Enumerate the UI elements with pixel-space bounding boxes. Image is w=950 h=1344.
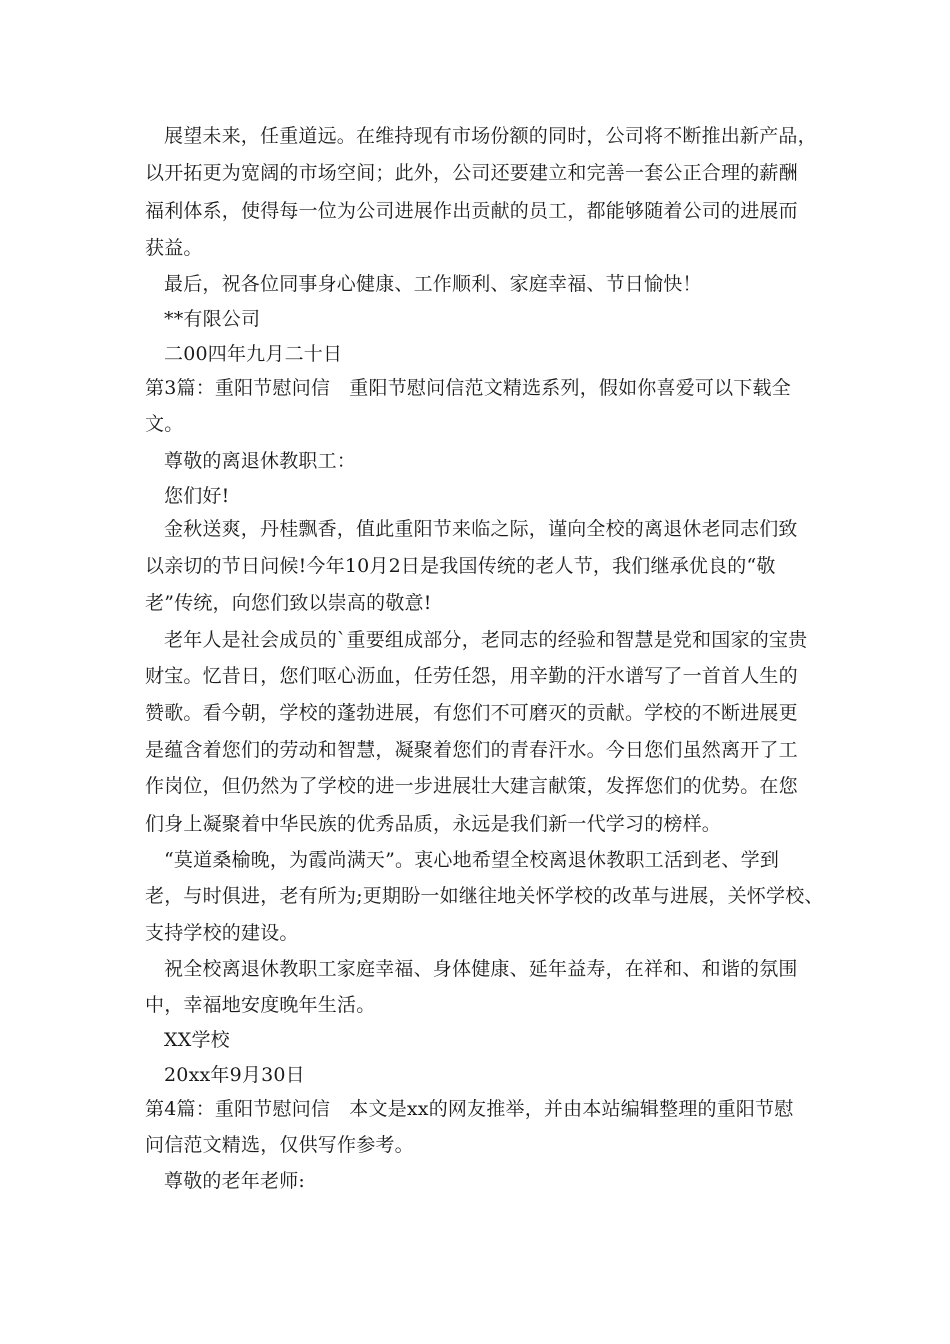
section-heading: 第4篇：重阳节慰问信 本文是xx的网友推举，并由本站编辑整理的重阳节慰 bbox=[145, 1098, 794, 1120]
greeting: 您们好! bbox=[164, 485, 230, 507]
paragraph-line: 们身上凝聚着中华民族的优秀品质，永远是我们新一代学习的榜样。 bbox=[145, 813, 722, 835]
paragraph-line: 赞歌。看今朝，学校的蓬勃进展，有您们不可磨灭的贡献。学校的不断进展更 bbox=[145, 702, 798, 724]
paragraph-line: 祝全校离退休教职工家庭幸福、身体健康、延年益寿，在祥和、和谐的氛围 bbox=[164, 958, 798, 980]
paragraph-line: 获益。 bbox=[145, 237, 203, 259]
signature-school: XX学校 bbox=[164, 1029, 230, 1051]
paragraph-line: 最后，祝各位同事身心健康、工作顺利、家庭幸福、节日愉快！ bbox=[164, 273, 702, 295]
paragraph-line: 以亲切的节日问候!今年10月2日是我国传统的老人节，我们继承优良的“敬 bbox=[145, 555, 776, 577]
paragraph-line: 老”传统，向您们致以崇高的敬意! bbox=[145, 592, 432, 614]
paragraph-line: 老年人是社会成员的`重要组成部分，老同志的经验和智慧是党和国家的宝贵 bbox=[164, 629, 808, 651]
paragraph-line: 是蕴含着您们的劳动和智慧，凝聚着您们的青春汗水。今日您们虽然离开了工 bbox=[145, 739, 798, 761]
paragraph-line: 以开拓更为宽阔的市场空间；此外，公司还要建立和完善一套公正合理的薪酬 bbox=[145, 162, 798, 184]
paragraph-line: “莫道桑榆晚，为霞尚满天”。衷心地希望全校离退休教职工活到老、学到 bbox=[164, 849, 780, 871]
paragraph-line: 福利体系，使得每一位为公司进展作出贡献的员工，都能够随着公司的进展而 bbox=[145, 200, 798, 222]
signature-date: 20xx年9月30日 bbox=[164, 1064, 305, 1086]
signature-date: 二00四年九月二十日 bbox=[164, 343, 343, 365]
salutation: 尊敬的老年老师: bbox=[164, 1170, 306, 1192]
paragraph-line: 中，幸福地安度晚年生活。 bbox=[145, 994, 376, 1016]
paragraph-line: 文。 bbox=[145, 413, 184, 435]
paragraph-line: 金秋送爽，丹桂飘香，值此重阳节来临之际，谨向全校的离退休老同志们致 bbox=[164, 518, 798, 540]
paragraph-line: 老，与时俱进，老有所为;更期盼一如继往地关怀学校的改革与进展，关怀学校、 bbox=[145, 885, 824, 907]
paragraph-line: 支持学校的建设。 bbox=[145, 922, 299, 944]
section-heading: 第3篇：重阳节慰问信 重阳节慰问信范文精选系列，假如你喜爱可以下载全 bbox=[145, 377, 791, 399]
salutation: 尊敬的离退休教职工： bbox=[164, 450, 357, 472]
paragraph-line: 展望未来，任重道远。在维持现有市场份额的同时，公司将不断推出新产品， bbox=[164, 125, 817, 147]
paragraph-line: 问信范文精选，仅供写作参考。 bbox=[145, 1134, 414, 1156]
signature-company: **有限公司 bbox=[164, 308, 261, 330]
paragraph-line: 作岗位，但仍然为了学校的进一步进展壮大建言献策，发挥您们的优势。在您 bbox=[145, 775, 798, 797]
paragraph-line: 财宝。忆昔日，您们呕心沥血，任劳任怨，用辛勤的汗水谱写了一首首人生的 bbox=[145, 665, 798, 687]
